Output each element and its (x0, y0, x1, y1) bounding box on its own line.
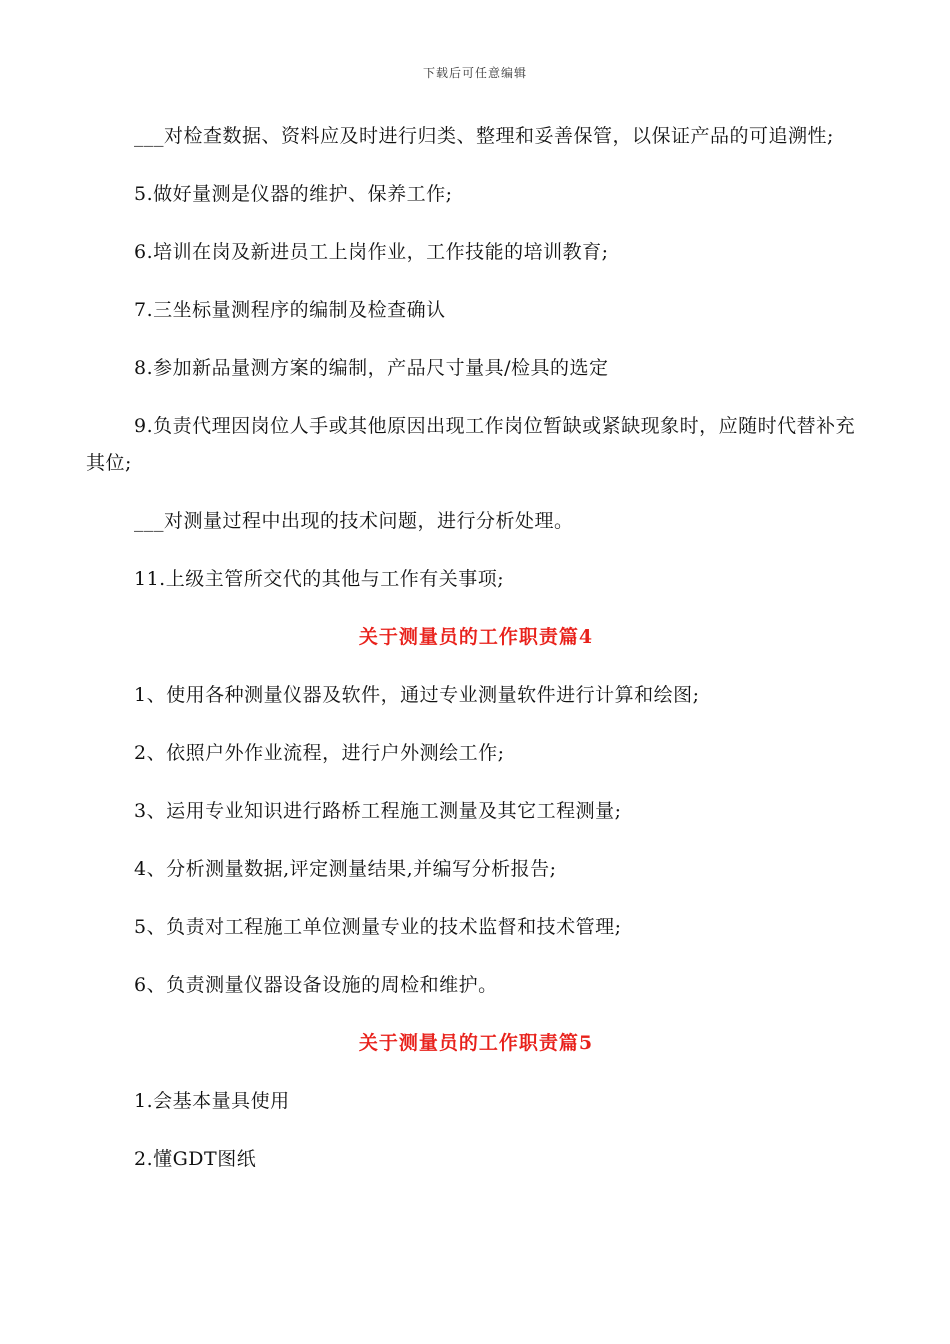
paragraph: 7.三坐标量测程序的编制及检查确认 (134, 299, 446, 321)
list-item: 4、分析测量数据,评定测量结果,并编写分析报告; (134, 858, 557, 880)
paragraph: 8.参加新品量测方案的编制，产品尺寸量具/检具的选定 (134, 357, 609, 379)
list-item: 2、依照户外作业流程，进行户外测绘工作; (134, 742, 505, 764)
list-item: 1、使用各种测量仪器及软件，通过专业测量软件进行计算和绘图; (134, 684, 700, 706)
list-item: 2.懂GDT图纸 (134, 1148, 257, 1170)
section-heading-4: 关于测量员的工作职责篇4 (358, 626, 594, 648)
paragraph: ___对检查数据、资料应及时进行归类、整理和妥善保管，以保证产品的可追溯性; (134, 125, 834, 147)
paragraph: 6.培训在岗及新进员工上岗作业，工作技能的培训教育; (134, 241, 609, 263)
list-item: 1.会基本量具使用 (134, 1090, 290, 1112)
paragraph: 9.负责代理因岗位人手或其他原因出现工作岗位暂缺或紧缺现象时，应随时代替补充其位; (86, 415, 856, 474)
list-item: 6、负责测量仪器设备设施的周检和维护。 (134, 974, 498, 996)
page-header: 下载后可任意编辑 (422, 66, 527, 80)
paragraph: 5.做好量测是仪器的维护、保养工作; (134, 183, 453, 205)
section-heading-5: 关于测量员的工作职责篇5 (358, 1032, 594, 1054)
list-item: 3、运用专业知识进行路桥工程施工测量及其它工程测量; (134, 800, 622, 822)
document-body (86, 118, 866, 1199)
list-item: 5、负责对工程施工单位测量专业的技术监督和技术管理; (134, 916, 622, 938)
paragraph: ___对测量过程中出现的技术问题，进行分析处理。 (134, 510, 574, 532)
paragraph: 11.上级主管所交代的其他与工作有关事项; (134, 568, 505, 590)
